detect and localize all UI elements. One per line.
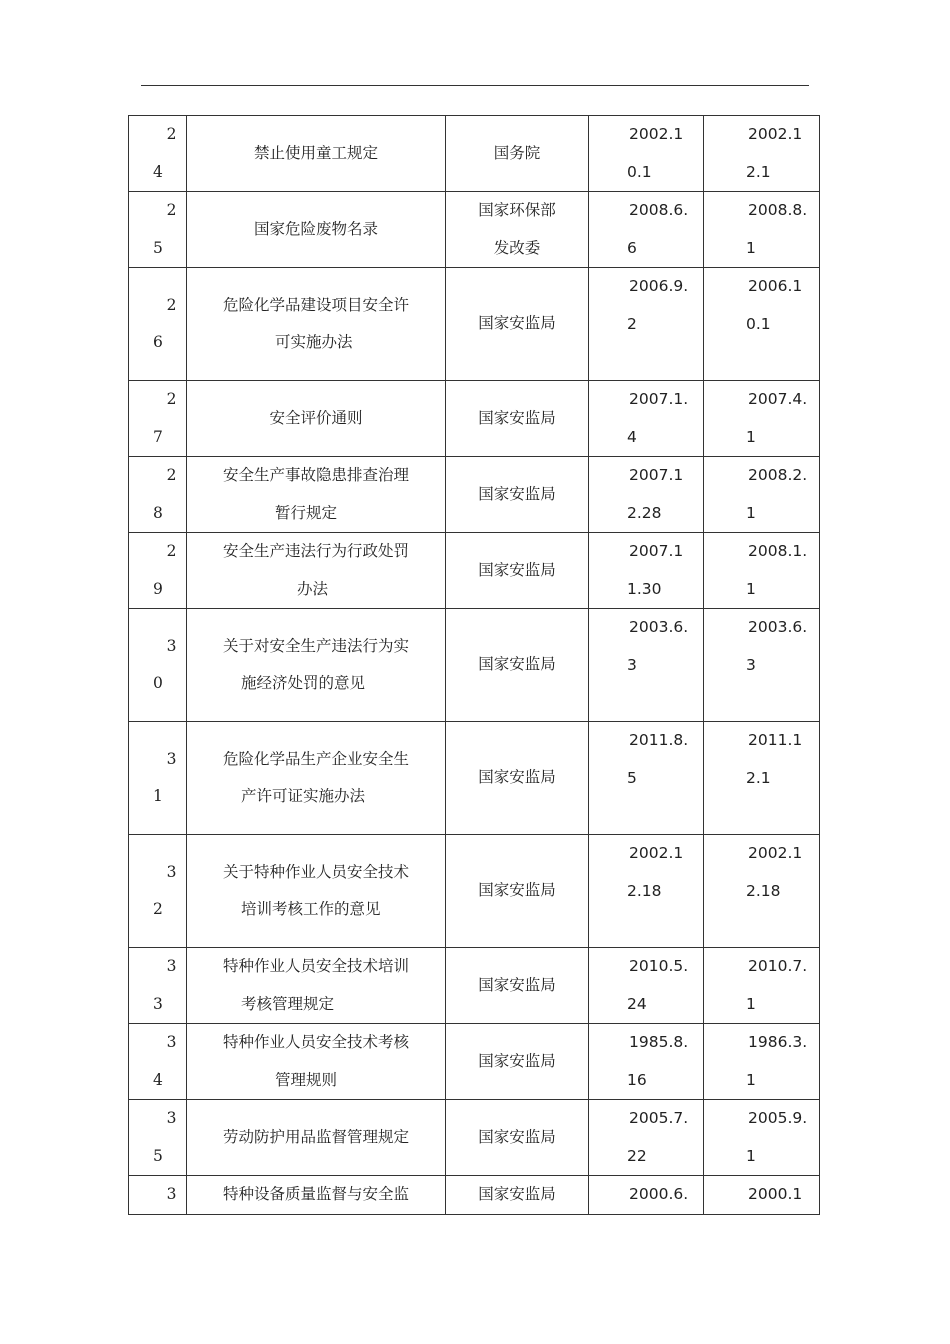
row-number-digit-1: 2 — [166, 542, 177, 560]
effective-date-cell-line: 2000.1 — [748, 1185, 803, 1203]
publish-date-cell — [589, 457, 704, 533]
effective-date-cell — [704, 457, 820, 533]
publish-date-cell-line: 3 — [627, 655, 637, 674]
effective-date-cell-line: 1 — [746, 994, 756, 1013]
row-number-cell — [129, 948, 187, 1024]
issuing-agency-cell — [446, 948, 589, 1024]
publish-date-cell-line: 2003.6. — [629, 618, 689, 636]
effective-date-cell-line: 2010.7. — [748, 957, 808, 975]
effective-date-cell-line: 1 — [746, 579, 756, 598]
issuing-agency-cell — [446, 1024, 589, 1100]
publish-date-cell-line: 2.28 — [627, 503, 662, 522]
publish-date-cell — [589, 1024, 704, 1100]
publish-date-cell — [589, 116, 704, 192]
table-row — [129, 533, 820, 609]
publish-date-cell-line: 2002.1 — [629, 125, 684, 143]
publish-date-cell-line: 2007.1. — [629, 390, 689, 408]
table-row — [129, 381, 820, 457]
effective-date-cell — [704, 948, 820, 1024]
effective-date-cell — [704, 116, 820, 192]
issuing-agency-line: 国家安监局 — [478, 881, 556, 900]
row-number-digit-2: 3 — [153, 994, 163, 1013]
effective-date-cell-line: 2002.1 — [748, 844, 803, 862]
regulation-name-line: 考核管理规定 — [241, 994, 335, 1013]
row-number-digit-1: 3 — [166, 862, 177, 881]
regulation-name-cell — [187, 835, 446, 948]
row-number-digit-2: 9 — [153, 579, 163, 598]
regulation-name-line: 安全评价通则 — [269, 408, 363, 427]
publish-date-cell-line: 2006.9. — [629, 277, 689, 295]
regulation-name-line: 关于特种作业人员安全技术 — [222, 862, 409, 881]
effective-date-cell — [704, 1176, 820, 1215]
publish-date-cell — [589, 722, 704, 835]
effective-date-cell-line: 2005.9. — [748, 1109, 808, 1127]
issuing-agency-line: 国家环保部 — [478, 201, 556, 219]
issuing-agency-cell — [446, 835, 589, 948]
publish-date-cell-line: 5 — [627, 768, 637, 787]
row-number-digit-1: 2 — [166, 295, 177, 314]
effective-date-cell-line: 1986.3. — [748, 1033, 808, 1051]
effective-date-cell-line: 2008.2. — [748, 466, 808, 484]
publish-date-cell — [589, 1176, 704, 1215]
publish-date-cell — [589, 1100, 704, 1176]
row-number-cell — [129, 1024, 187, 1100]
row-number-digit-2: 4 — [153, 1070, 163, 1089]
regulation-name-line: 暂行规定 — [275, 503, 338, 522]
effective-date-cell-line: 2008.8. — [748, 201, 808, 219]
table-body — [129, 116, 820, 1215]
effective-date-cell-line: 2002.1 — [748, 125, 803, 143]
regulation-name-cell — [187, 722, 446, 835]
table-row — [129, 609, 820, 722]
effective-date-cell-line: 2006.1 — [748, 277, 803, 295]
regulation-name-cell — [187, 457, 446, 533]
row-number-cell — [129, 1176, 187, 1215]
table-row — [129, 116, 820, 192]
row-number-digit-2: 4 — [153, 162, 163, 181]
effective-date-cell-line: 2.1 — [746, 162, 771, 181]
table-row — [129, 835, 820, 948]
regulation-name-line: 管理规则 — [275, 1070, 338, 1089]
issuing-agency-cell — [446, 268, 589, 381]
row-number-digit-1: 2 — [166, 125, 177, 143]
effective-date-cell-line: 2011.1 — [748, 731, 803, 749]
regulation-name-line: 特种设备质量监督与安全监 — [222, 1185, 409, 1203]
table-row — [129, 268, 820, 381]
regulation-name-line: 特种作业人员安全技术考核 — [222, 1033, 409, 1051]
effective-date-cell-line: 0.1 — [746, 314, 771, 333]
issuing-agency-line: 国家安监局 — [478, 484, 556, 503]
effective-date-cell — [704, 1100, 820, 1176]
effective-date-cell — [704, 1024, 820, 1100]
regulation-name-line: 安全生产事故隐患排查治理 — [222, 466, 409, 484]
table-row — [129, 1100, 820, 1176]
row-number-digit-2: 7 — [153, 427, 163, 446]
issuing-agency-line: 国家安监局 — [478, 314, 556, 333]
row-number-digit-2: 5 — [153, 1146, 163, 1165]
effective-date-cell — [704, 192, 820, 268]
row-number-cell — [129, 268, 187, 381]
publish-date-cell-line: 24 — [627, 994, 647, 1013]
regulation-name-cell — [187, 116, 446, 192]
effective-date-cell — [704, 533, 820, 609]
row-number-digit-1: 2 — [166, 466, 177, 484]
effective-date-cell-line: 2003.6. — [748, 618, 808, 636]
issuing-agency-line: 国家安监局 — [478, 1051, 556, 1070]
publish-date-cell — [589, 192, 704, 268]
publish-date-cell — [589, 533, 704, 609]
publish-date-cell-line: 16 — [627, 1070, 647, 1089]
publish-date-cell — [589, 609, 704, 722]
effective-date-cell-line: 2008.1. — [748, 542, 808, 560]
row-number-digit-1: 2 — [166, 390, 177, 408]
table-row — [129, 457, 820, 533]
issuing-agency-cell — [446, 192, 589, 268]
row-number-cell — [129, 533, 187, 609]
issuing-agency-cell — [446, 609, 589, 722]
row-number-cell — [129, 1100, 187, 1176]
regulation-name-line: 危险化学品生产企业安全生 — [222, 749, 409, 768]
regulation-name-line: 安全生产违法行为行政处罚 — [222, 542, 409, 560]
issuing-agency-cell — [446, 457, 589, 533]
row-number-digit-2: 6 — [153, 333, 163, 351]
issuing-agency-cell — [446, 1176, 589, 1215]
publish-date-cell-line: 6 — [627, 238, 637, 257]
row-number-cell — [129, 192, 187, 268]
effective-date-cell — [704, 835, 820, 948]
regulation-name-line: 培训考核工作的意见 — [241, 900, 381, 918]
regulation-name-cell — [187, 609, 446, 722]
issuing-agency-cell — [446, 533, 589, 609]
row-number-digit-1: 2 — [166, 201, 177, 219]
effective-date-cell-line: 2.18 — [746, 881, 781, 900]
effective-date-cell — [704, 722, 820, 835]
row-number-digit-2: 5 — [153, 238, 163, 257]
publish-date-cell — [589, 835, 704, 948]
effective-date-cell — [704, 381, 820, 457]
publish-date-cell — [589, 948, 704, 1024]
regulations-table — [128, 115, 820, 1215]
publish-date-cell-line: 1.30 — [627, 579, 662, 598]
issuing-agency-line: 国家安监局 — [478, 768, 556, 787]
row-number-cell — [129, 722, 187, 835]
regulation-name-line: 施经济处罚的意见 — [241, 674, 366, 692]
issuing-agency-line: 国家安监局 — [478, 1127, 556, 1146]
publish-date-cell-line: 2002.1 — [629, 844, 684, 862]
row-number-digit-2: 1 — [153, 787, 163, 805]
regulation-name-cell — [187, 268, 446, 381]
row-number-cell — [129, 116, 187, 192]
row-number-cell — [129, 457, 187, 533]
row-number-digit-2: 8 — [153, 503, 163, 522]
publish-date-cell-line: 2008.6. — [629, 201, 689, 219]
effective-date-cell-line: 1 — [746, 427, 756, 446]
effective-date-cell-line: 2.1 — [746, 768, 771, 787]
table-row — [129, 722, 820, 835]
issuing-agency-line: 国务院 — [493, 143, 541, 162]
regulation-name-line: 可实施办法 — [275, 333, 353, 351]
row-number-digit-1: 3 — [166, 1033, 177, 1051]
publish-date-cell-line: 22 — [627, 1146, 647, 1165]
issuing-agency-line: 国家安监局 — [478, 408, 556, 427]
issuing-agency-line: 国家安监局 — [478, 560, 556, 579]
publish-date-cell-line: 2000.6. — [629, 1185, 689, 1203]
regulation-name-cell — [187, 948, 446, 1024]
publish-date-cell-line: 0.1 — [627, 162, 652, 181]
row-number-digit-2: 2 — [153, 900, 163, 918]
table-row — [129, 192, 820, 268]
regulation-name-cell — [187, 381, 446, 457]
issuing-agency-line: 发改委 — [493, 238, 541, 257]
effective-date-cell-line: 1 — [746, 503, 756, 522]
issuing-agency-cell — [446, 1100, 589, 1176]
row-number-digit-1: 3 — [166, 1185, 177, 1203]
publish-date-cell-line: 2005.7. — [629, 1109, 689, 1127]
publish-date-cell-line: 2.18 — [627, 881, 662, 900]
regulation-name-line: 危险化学品建设项目安全许 — [222, 295, 409, 314]
issuing-agency-cell — [446, 116, 589, 192]
table-row — [129, 948, 820, 1024]
publish-date-cell-line: 1985.8. — [629, 1033, 689, 1051]
regulation-name-cell — [187, 1024, 446, 1100]
publish-date-cell-line: 2 — [627, 314, 637, 333]
regulation-name-line: 产许可证实施办法 — [241, 787, 366, 805]
table-row — [129, 1024, 820, 1100]
regulation-name-cell — [187, 533, 446, 609]
issuing-agency-line: 国家安监局 — [478, 655, 556, 674]
row-number-digit-1: 3 — [166, 749, 177, 768]
regulation-name-cell — [187, 1176, 446, 1215]
row-number-digit-1: 3 — [166, 957, 177, 975]
regulation-name-line: 劳动防护用品监督管理规定 — [222, 1127, 409, 1146]
regulation-name-line: 禁止使用童工规定 — [253, 143, 378, 162]
issuing-agency-cell — [446, 722, 589, 835]
effective-date-cell — [704, 268, 820, 381]
header-rule — [141, 85, 809, 86]
row-number-cell — [129, 381, 187, 457]
effective-date-cell-line: 1 — [746, 238, 756, 257]
regulation-name-line: 关于对安全生产违法行为实 — [222, 636, 409, 655]
effective-date-cell — [704, 609, 820, 722]
row-number-digit-1: 3 — [166, 636, 177, 655]
effective-date-cell-line: 3 — [746, 655, 756, 674]
publish-date-cell — [589, 268, 704, 381]
row-number-cell — [129, 835, 187, 948]
publish-date-cell-line: 2010.5. — [629, 957, 689, 975]
effective-date-cell-line: 1 — [746, 1146, 756, 1165]
issuing-agency-line: 国家安监局 — [478, 975, 556, 994]
table-row — [129, 1176, 820, 1215]
row-number-cell — [129, 609, 187, 722]
regulation-name-line: 特种作业人员安全技术培训 — [222, 957, 409, 975]
row-number-digit-2: 0 — [153, 674, 163, 692]
publish-date-cell-line: 2007.1 — [629, 542, 684, 560]
publish-date-cell — [589, 381, 704, 457]
publish-date-cell-line: 2011.8. — [629, 731, 689, 749]
row-number-digit-1: 3 — [166, 1109, 177, 1127]
effective-date-cell-line: 2007.4. — [748, 390, 808, 408]
issuing-agency-line: 国家安监局 — [478, 1185, 556, 1203]
regulation-name-line: 国家危险废物名录 — [253, 219, 378, 238]
issuing-agency-cell — [446, 381, 589, 457]
publish-date-cell-line: 4 — [627, 427, 637, 446]
regulation-name-cell — [187, 1100, 446, 1176]
publish-date-cell-line: 2007.1 — [629, 466, 684, 484]
effective-date-cell-line: 1 — [746, 1070, 756, 1089]
regulation-name-line: 办法 — [297, 579, 329, 598]
regulation-name-cell — [187, 192, 446, 268]
